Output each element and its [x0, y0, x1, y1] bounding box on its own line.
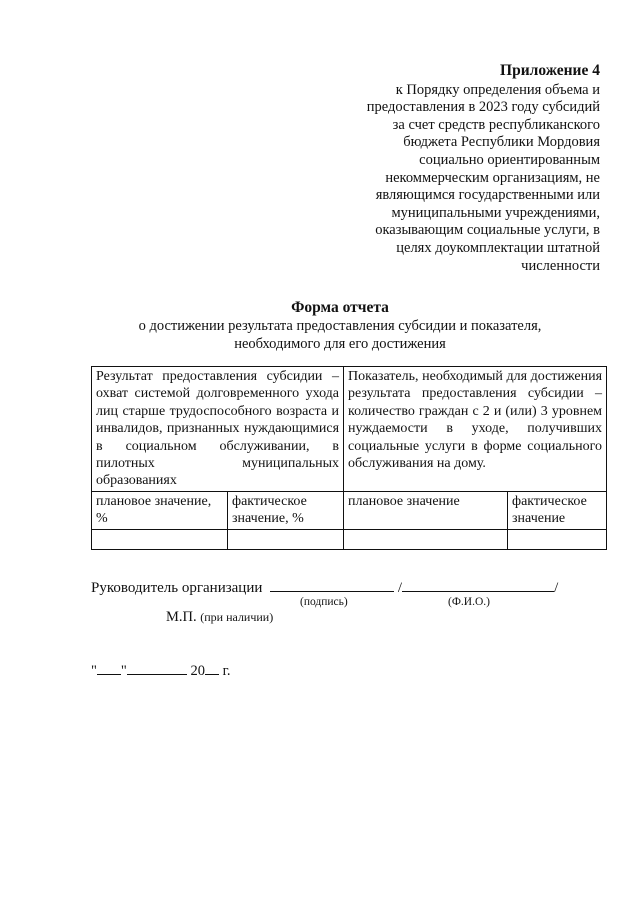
form-title: Форма отчета [291, 299, 389, 316]
table-subheader-row [92, 491, 607, 529]
col-actual-value: фактическое значение [508, 491, 607, 529]
appendix-line: оказывающим социальные услуги, в [375, 222, 600, 239]
stamp-note: (при наличии) [200, 610, 274, 624]
name-field[interactable] [402, 577, 554, 592]
appendix-block [300, 62, 600, 275]
appendix-line: бюджета Республики Мордовия [403, 134, 600, 151]
appendix-title: Приложение 4 [500, 62, 600, 79]
table-cell[interactable] [508, 529, 607, 549]
table-cell[interactable] [92, 529, 228, 549]
col-planned-value: плановое значение [344, 491, 508, 529]
signature-separator: / [554, 580, 559, 596]
appendix-line: к Порядку определения объема и [395, 81, 600, 98]
table-row [92, 529, 607, 549]
signature-label: Руководитель организации [91, 580, 263, 596]
table-cell[interactable] [344, 529, 508, 549]
date-day-field[interactable] [97, 660, 121, 675]
form-heading [60, 299, 620, 353]
appendix-line: являющимся государственными или [375, 187, 600, 204]
signature-separator: / [397, 580, 403, 596]
table-header-row [92, 367, 607, 492]
report-table [91, 366, 607, 550]
form-subtitle-line2: необходимого для его достижения [234, 336, 446, 352]
appendix-line: численности [521, 257, 600, 274]
date-year-prefix: 20 [190, 663, 205, 679]
appendix-line: некоммерческим организациям, не [385, 169, 600, 186]
appendix-line: целях доукомплектации штатной [396, 239, 600, 256]
form-subtitle-line1: о достижении результата предоставления субсидии и показателя, [138, 318, 542, 334]
table-cell[interactable] [228, 529, 344, 549]
appendix-line: предоставления в 2023 году субсидий [366, 99, 600, 116]
signature-field[interactable] [270, 577, 394, 592]
name-caption: (Ф.И.О.) [448, 596, 490, 608]
date-suffix: г. [222, 663, 231, 679]
appendix-line: муниципальными учреждениями, [391, 204, 600, 221]
indicator-header-cell: Показатель, необходимый для достижения результата предоставления субсидии – количество граждан с 2 и (или) 3 уровнем нуждаемости в уходе, получивших социальные услуги в форме социального обслуживания на дому. [344, 367, 607, 492]
stamp-label: М.П. [166, 609, 197, 625]
appendix-line: за счет средств республиканского [392, 116, 600, 133]
result-header-cell: Результат предоставления субсидии – охват системой долговременного ухода лиц старше трудоспособного возраста и инвалидов, признанных нуждающимися в социальном обслуживании, в пилотных муниципальных образованиях [92, 367, 344, 492]
col-planned-percent: плановое значение, % [92, 491, 228, 529]
date-line [91, 660, 231, 680]
date-quote: " [91, 663, 97, 679]
stamp-place [166, 609, 273, 626]
date-year-field[interactable] [205, 660, 219, 675]
col-actual-percent: фактическое значение, % [228, 491, 344, 529]
appendix-line: социально ориентированным [419, 151, 600, 168]
date-quote: " [120, 663, 127, 679]
signature-line [91, 577, 558, 597]
date-month-field[interactable] [127, 660, 187, 675]
signature-caption: (подпись) [300, 596, 348, 608]
